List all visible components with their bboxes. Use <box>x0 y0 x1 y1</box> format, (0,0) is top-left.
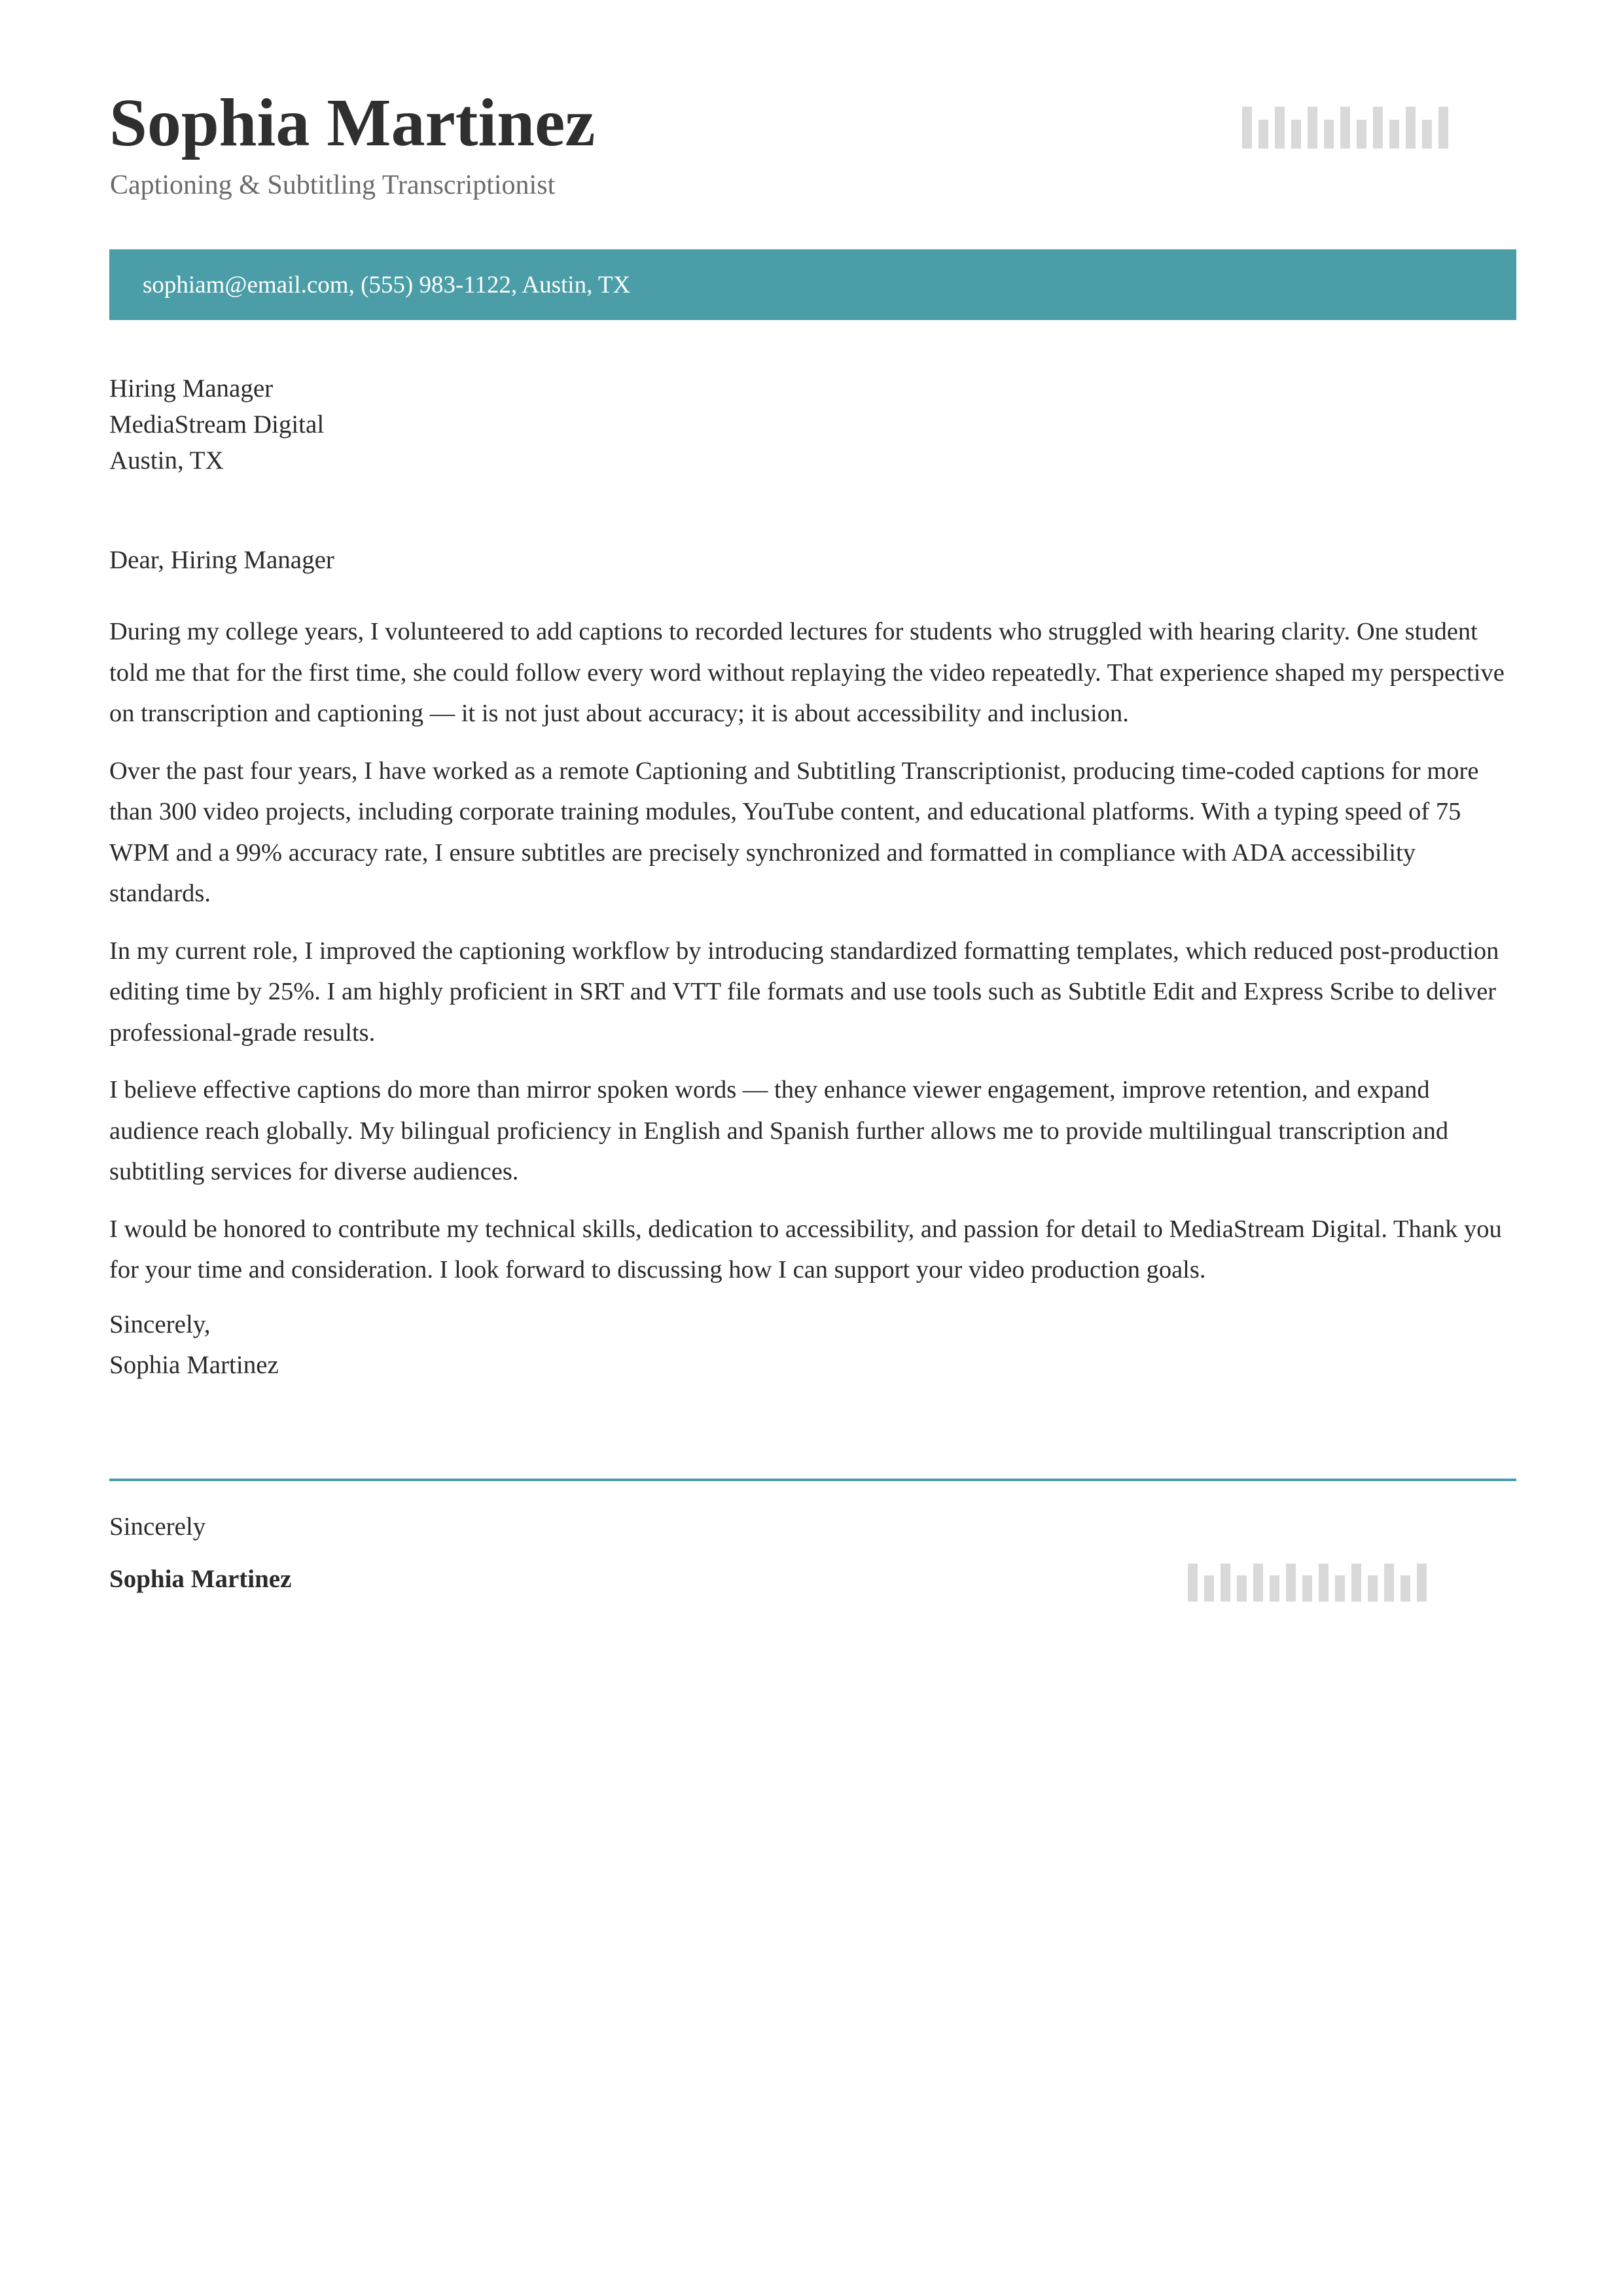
body-paragraph: During my college years, I volunteered to add captions to recorded lectures for students who struggled with hearing clarity. One student told me that for the first time, she could follow every word without replaying the video repeatedly. That experience shaped my perspective on transcription and captioning — it is not just about accuracy; it is about accessibility and inclusion. <box>109 618 1505 727</box>
contact-info: sophiam@email.com, (555) 983-1122, Austin, TX <box>143 271 631 298</box>
contact-bar <box>109 249 1516 320</box>
signature-name: Sophia Martinez <box>109 1351 279 1379</box>
letter-body <box>109 611 1516 1307</box>
body-paragraph: In my current role, I improved the captioning workflow by introducing standardized formatting templates, which reduced post-production editing time by 25%. I am highly proficient in SRT and VTT file formats and use tools such as Subtitle Edit and Express Scribe to deliver professional-grade results. <box>109 937 1499 1047</box>
closing-block <box>109 1304 279 1386</box>
applicant-name: Sophia Martinez <box>109 85 596 160</box>
audio-waveform-bars-icon <box>1188 1564 1427 1602</box>
footer-divider <box>109 1479 1516 1481</box>
salutation: Dear, Hiring Manager <box>109 546 334 574</box>
closing-phrase: Sincerely, <box>109 1310 211 1338</box>
recipient-block <box>109 370 324 478</box>
job-title: Captioning & Subtitling Transcriptionist <box>110 170 556 200</box>
recipient-line: Hiring Manager <box>109 374 274 403</box>
audio-waveform-bars-icon <box>1242 107 1448 149</box>
recipient-line: MediaStream Digital <box>109 410 325 439</box>
body-paragraph: I believe effective captions do more than mirror spoken words — they enhance viewer engagement, improve retention, and expand audience reach globally. My bilingual proficiency in English and Spanish further allows me to provide multilingual transcription and subtitling services for diverse audiences. <box>109 1076 1449 1185</box>
recipient-line: Austin, TX <box>109 446 224 475</box>
body-paragraph: Over the past four years, I have worked as a remote Captioning and Subtitling Transcriptionist, producing time-coded captions for more than 300 video projects, including corporate training modules, YouTube content, and educational platforms. With a typing speed of 75 WPM and a 99% accuracy rate, I ensure subtitles are precisely synchronized and formatted in compliance with ADA accessibility standards. <box>109 757 1479 907</box>
body-paragraph: I would be honored to contribute my technical skills, dedication to accessibility, and passion for detail to MediaStream Digital. Thank you for your time and consideration. I look forward to discussing how I can support your video production goals. <box>109 1215 1502 1283</box>
footer-closing: Sincerely <box>109 1513 206 1541</box>
footer-name: Sophia Martinez <box>109 1565 292 1593</box>
